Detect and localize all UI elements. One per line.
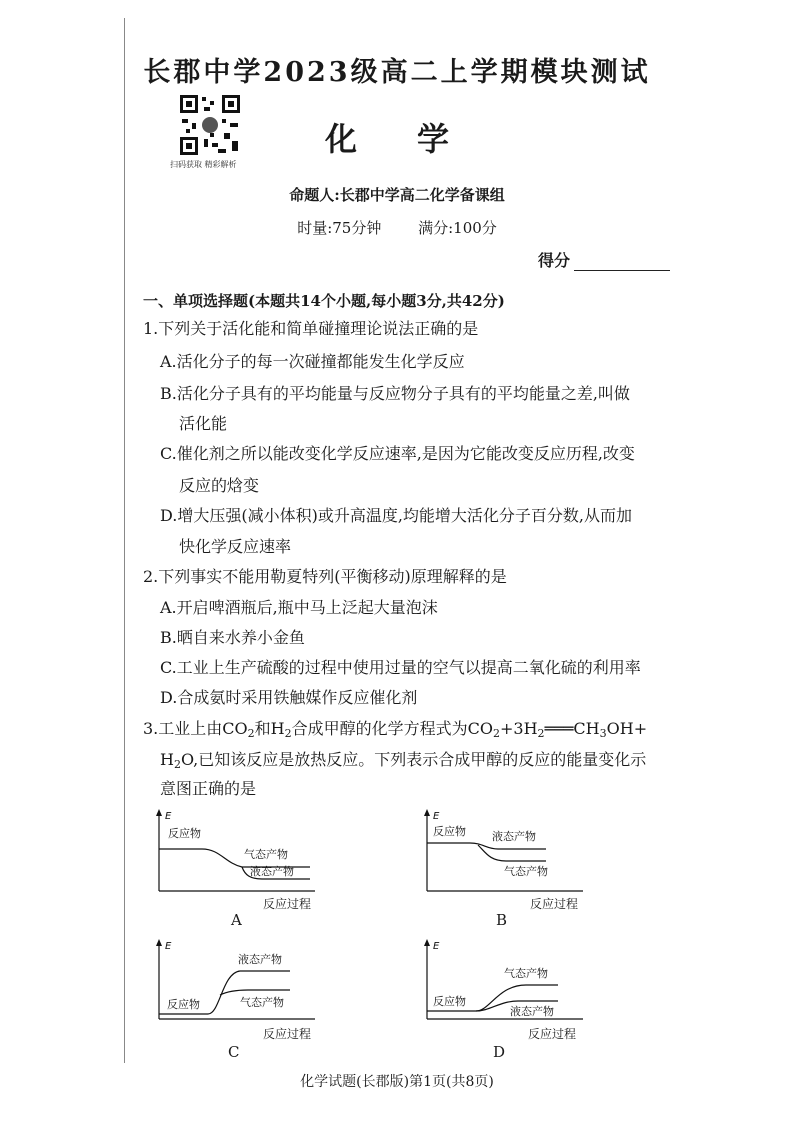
q3-sub: 2 (492, 727, 500, 740)
energy-diagram-d (418, 935, 593, 1035)
q1-option-a: A.活化分子的每一次碰撞都能发生化学反应 (160, 352, 465, 371)
reactant-label: 反应物 (433, 995, 466, 1008)
x-axis-label: 反应过程 (528, 1027, 577, 1041)
axis-y-label: E (433, 811, 440, 822)
reactant-label: 反应物 (433, 825, 466, 838)
score-field[interactable] (538, 248, 670, 271)
q3-text: 和H (254, 719, 285, 738)
axis-y-label: E (165, 941, 172, 952)
q3-text: H (160, 750, 174, 769)
author-line: 命题人:长郡中学高二化学备课组 (289, 186, 505, 204)
qr-caption: 扫码获取 精彩解析 (170, 160, 237, 169)
score-blank[interactable] (574, 254, 670, 271)
q3-text: +3H (499, 719, 538, 738)
diagram-a-label: A (231, 911, 242, 929)
score-label: 得分 (538, 251, 571, 270)
liquid-product-label: 液态产物 (510, 1005, 554, 1018)
x-axis-label: 反应过程 (263, 1027, 312, 1041)
gas-product-label: 气态产物 (240, 996, 284, 1009)
diagram-c-label: C (228, 1043, 240, 1061)
q3-stem-line3: 意图正确的是 (160, 779, 257, 798)
q1-option-b-line1: B.活化分子具有的平均能量与反应物分子具有的平均能量之差,叫做 (160, 384, 630, 403)
q3-sub: 2 (173, 758, 181, 771)
binding-margin-line (124, 18, 125, 1063)
q3-text: ═══CH (544, 719, 600, 738)
x-axis-label: 反应过程 (263, 897, 312, 911)
q2-option-a: A.开启啤酒瓶后,瓶中马上泛起大量泡沫 (160, 598, 438, 617)
gas-product-label: 气态产物 (244, 848, 288, 861)
gas-product-label: 气态产物 (504, 967, 548, 980)
q2-option-d: D.合成氨时采用铁触媒作反应催化剂 (160, 688, 418, 707)
x-axis-label: 反应过程 (530, 897, 579, 911)
exam-meta (0, 217, 794, 238)
q1-option-d-line1: D.增大压强(减小体积)或升高温度,均能增大活化分子百分数,从而加 (160, 506, 633, 525)
liquid-product-label: 液态产物 (492, 830, 536, 843)
q1-option-b-line2: 活化能 (179, 414, 228, 433)
exam-title: 长郡中学2023级高二上学期模块测试 (143, 57, 651, 88)
page-footer: 化学试题(长郡版)第1页(共8页) (300, 1074, 494, 1090)
q3-sub: 3 (599, 727, 607, 740)
q3-stem-line2 (160, 750, 646, 775)
q3-sub: 2 (537, 727, 545, 740)
full-score: 满分:100分 (418, 219, 497, 237)
q3-stem-line1 (143, 719, 647, 744)
q3-text: OH+ (606, 719, 648, 738)
diagram-d-label: D (493, 1043, 506, 1061)
q3-sub: 2 (284, 727, 292, 740)
q3-text: 合成甲醇的化学方程式为CO (291, 719, 493, 738)
q3-sub: 2 (247, 727, 255, 740)
gas-product-label: 气态产物 (504, 865, 548, 878)
q2-option-c: C.工业上生产硫酸的过程中使用过量的空气以提高二氧化硫的利用率 (160, 658, 641, 677)
energy-diagram-b (418, 805, 593, 905)
q1-option-c-line1: C.催化剂之所以能改变化学反应速率,是因为它能改变反应历程,改变 (160, 444, 635, 463)
axis-y-label: E (433, 941, 440, 952)
q2-option-b: B.晒自来水养小金鱼 (160, 628, 305, 647)
liquid-product-label: 液态产物 (238, 953, 282, 966)
reactant-label: 反应物 (167, 998, 200, 1011)
time-limit: 时量:75分钟 (297, 219, 382, 237)
q1-option-d-line2: 快化学反应速率 (179, 537, 292, 556)
energy-diagram-c (150, 935, 325, 1035)
liquid-product-label: 液态产物 (250, 865, 294, 878)
diagram-b-label: B (496, 911, 508, 929)
reactant-label: 反应物 (168, 827, 201, 840)
section-heading: 一、单项选择题(本题共14个小题,每小题3分,共42分) (143, 292, 505, 310)
q3-text: O,已知该反应是放热反应。下列表示合成甲醇的反应的能量变化示 (180, 750, 647, 769)
q3-text: 3.工业上由CO (143, 719, 248, 738)
energy-diagram-a (150, 805, 325, 905)
q1-option-c-line2: 反应的焓变 (179, 476, 260, 495)
subject-title: 化学 (324, 120, 509, 158)
q2-stem: 2.下列事实不能用勒夏特列(平衡移动)原理解释的是 (143, 567, 507, 586)
q1-stem: 1.下列关于活化能和简单碰撞理论说法正确的是 (143, 319, 479, 338)
axis-y-label: E (165, 811, 172, 822)
